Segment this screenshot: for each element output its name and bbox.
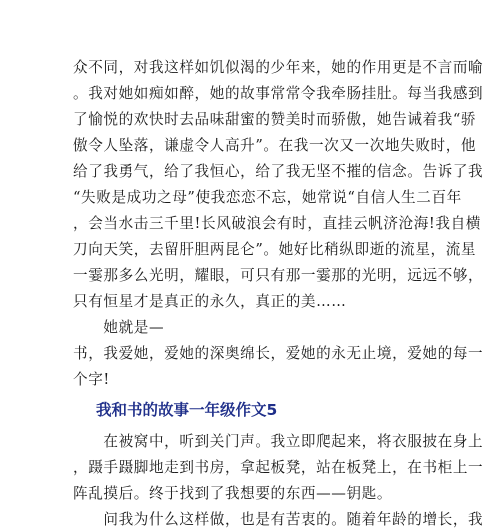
- paragraph-line: 只有恒星才是真正的永久，真正的美……: [73, 293, 347, 310]
- paragraph-line: ，会当水击三千里!长风破浪会有时，直挂云帆济沧海!我自横: [73, 215, 481, 232]
- paragraph-line: 问我为什么这样做，也是有苦衷的。随着年龄的增长，我: [73, 511, 484, 528]
- paragraph-line: 给了我勇气，给了我恒心，给了我无坚不摧的信念。告诉了我: [73, 163, 484, 180]
- paragraph-line: 刀向天笑，去留肝胆两昆仑”。她好比稍纵即逝的流星，流星: [73, 241, 477, 258]
- paragraph-line: 书，我爱她，爱她的深奥绵长，爱她的永无止境，爱她的每一: [73, 345, 484, 362]
- paragraph-line: 个字!: [73, 371, 110, 388]
- paragraph-line: 傲令人坠落，谦虚令人高升”。在我一次又一次地失败时，他: [73, 137, 477, 154]
- paragraph-line: 。我对她如痴如醉，她的故事常常令我牵肠挂肚。每当我感到: [73, 85, 484, 102]
- paragraph-line: 一霎那多么光明，耀眼，可只有那一霎那的光明，远远不够，: [73, 267, 484, 284]
- paragraph-line: 她就是—: [73, 319, 165, 336]
- section-heading: 我和书的故事一年级作文5: [96, 401, 278, 419]
- paragraph-line: 了愉悦的欢快时去品味甜蜜的赞美时而骄傲，她告诫着我“骄: [73, 111, 477, 128]
- paragraph-line: ，蹑手蹑脚地走到书房，拿起板凳，站在板凳上，在书柜上一: [73, 459, 484, 476]
- paragraph-line: 阵乱摸后。终于找到了我想要的东西——钥匙。: [73, 485, 393, 502]
- paragraph-line: “失败是成功之母”使我恋恋不忘，她常说“自信人生二百年: [73, 189, 462, 206]
- paragraph-line: 众不同，对我这样如饥似渴的少年来，她的作用更是不言而喻: [73, 59, 484, 76]
- paragraph-line: 在被窝中，听到关门声。我立即爬起来，将衣服披在身上: [73, 433, 484, 450]
